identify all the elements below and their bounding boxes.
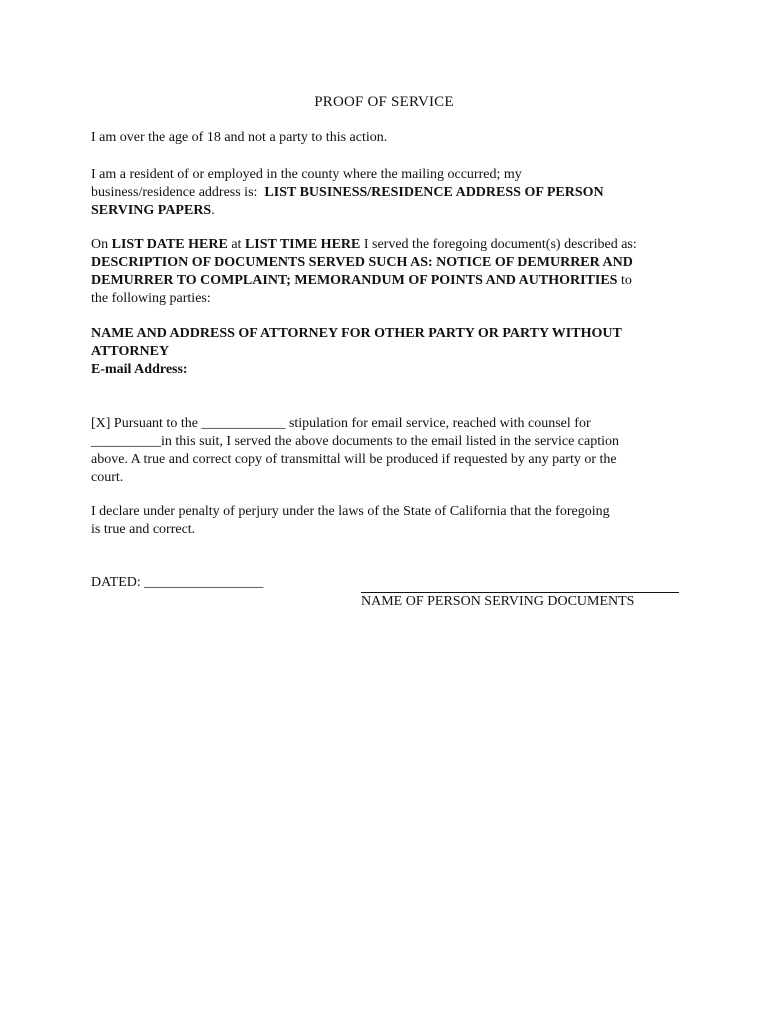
stipulation-text: stipulation for email service, reached with counsel for (285, 416, 591, 431)
email-address-label: E-mail Address: (91, 362, 188, 377)
served-following-parties: the following parties: (91, 291, 211, 306)
documents-description-line-1: DESCRIPTION OF DOCUMENTS SERVED SUCH AS: NOTICE OF DEMURRER AND (91, 255, 633, 270)
served-line-3 (91, 272, 691, 290)
served-paragraph (91, 236, 691, 308)
date-placeholder: LIST DATE HERE (111, 237, 228, 252)
email-service-line-2 (91, 433, 691, 451)
served-on: On (91, 237, 112, 252)
email-service-line-1 (91, 415, 691, 433)
served-at: at (227, 237, 245, 252)
declaration-paragraph (91, 503, 691, 539)
email-service-line-3: above. A true and correct copy of transmittal will be produced if requested by any party or the (91, 452, 617, 467)
parties-line-1: NAME AND ADDRESS OF ATTORNEY FOR OTHER PARTY OR PARTY WITHOUT (91, 326, 622, 341)
time-placeholder: LIST TIME HERE (244, 237, 361, 252)
age-statement (91, 129, 691, 147)
dated-blank: _________________ (144, 575, 264, 590)
residence-address-placeholder-1: LIST BUSINESS/RESIDENCE ADDRESS OF PERSON (264, 185, 604, 200)
residence-line-1: I am a resident of or employed in the county where the mailing occurred; my (91, 167, 522, 182)
residence-address-placeholder-2: SERVING PAPERS (91, 203, 212, 218)
dated-label: DATED: (91, 575, 145, 590)
declaration-line-1: I declare under penalty of perjury under the laws of the State of California that the foregoing (91, 504, 610, 519)
residence-address-label: business/residence address is: (91, 185, 265, 200)
parties-block (91, 325, 691, 379)
served-to: to (617, 273, 632, 288)
residence-line-3 (91, 202, 691, 220)
declaration-line-2: is true and correct. (91, 522, 196, 537)
parties-line-2: ATTORNEY (91, 344, 170, 359)
email-service-line-2-text: in this suit, I served the above documents to the email listed in the service caption (161, 434, 619, 449)
residence-paragraph (91, 166, 691, 220)
documents-description-line-2: DEMURRER TO COMPLAINT; MEMORANDUM OF POINTS AND AUTHORITIES (91, 273, 618, 288)
signature-line (361, 592, 679, 593)
page-title: PROOF OF SERVICE (314, 94, 454, 110)
dated-field (91, 575, 263, 591)
served-text: I served the foregoing document(s) described as: (360, 237, 637, 252)
residence-period: . (211, 203, 215, 218)
signature-caption: NAME OF PERSON SERVING DOCUMENTS (361, 594, 635, 609)
email-service-paragraph (91, 415, 691, 487)
pursuant-text: [X] Pursuant to the (91, 416, 202, 431)
served-line-1 (91, 236, 691, 254)
email-service-line-4: court. (91, 470, 124, 485)
counsel-blank: __________ (91, 434, 161, 449)
residence-line-2 (91, 184, 691, 202)
stipulation-blank: ____________ (201, 416, 286, 431)
age-statement-text: I am over the age of 18 and not a party to this action. (91, 130, 388, 145)
